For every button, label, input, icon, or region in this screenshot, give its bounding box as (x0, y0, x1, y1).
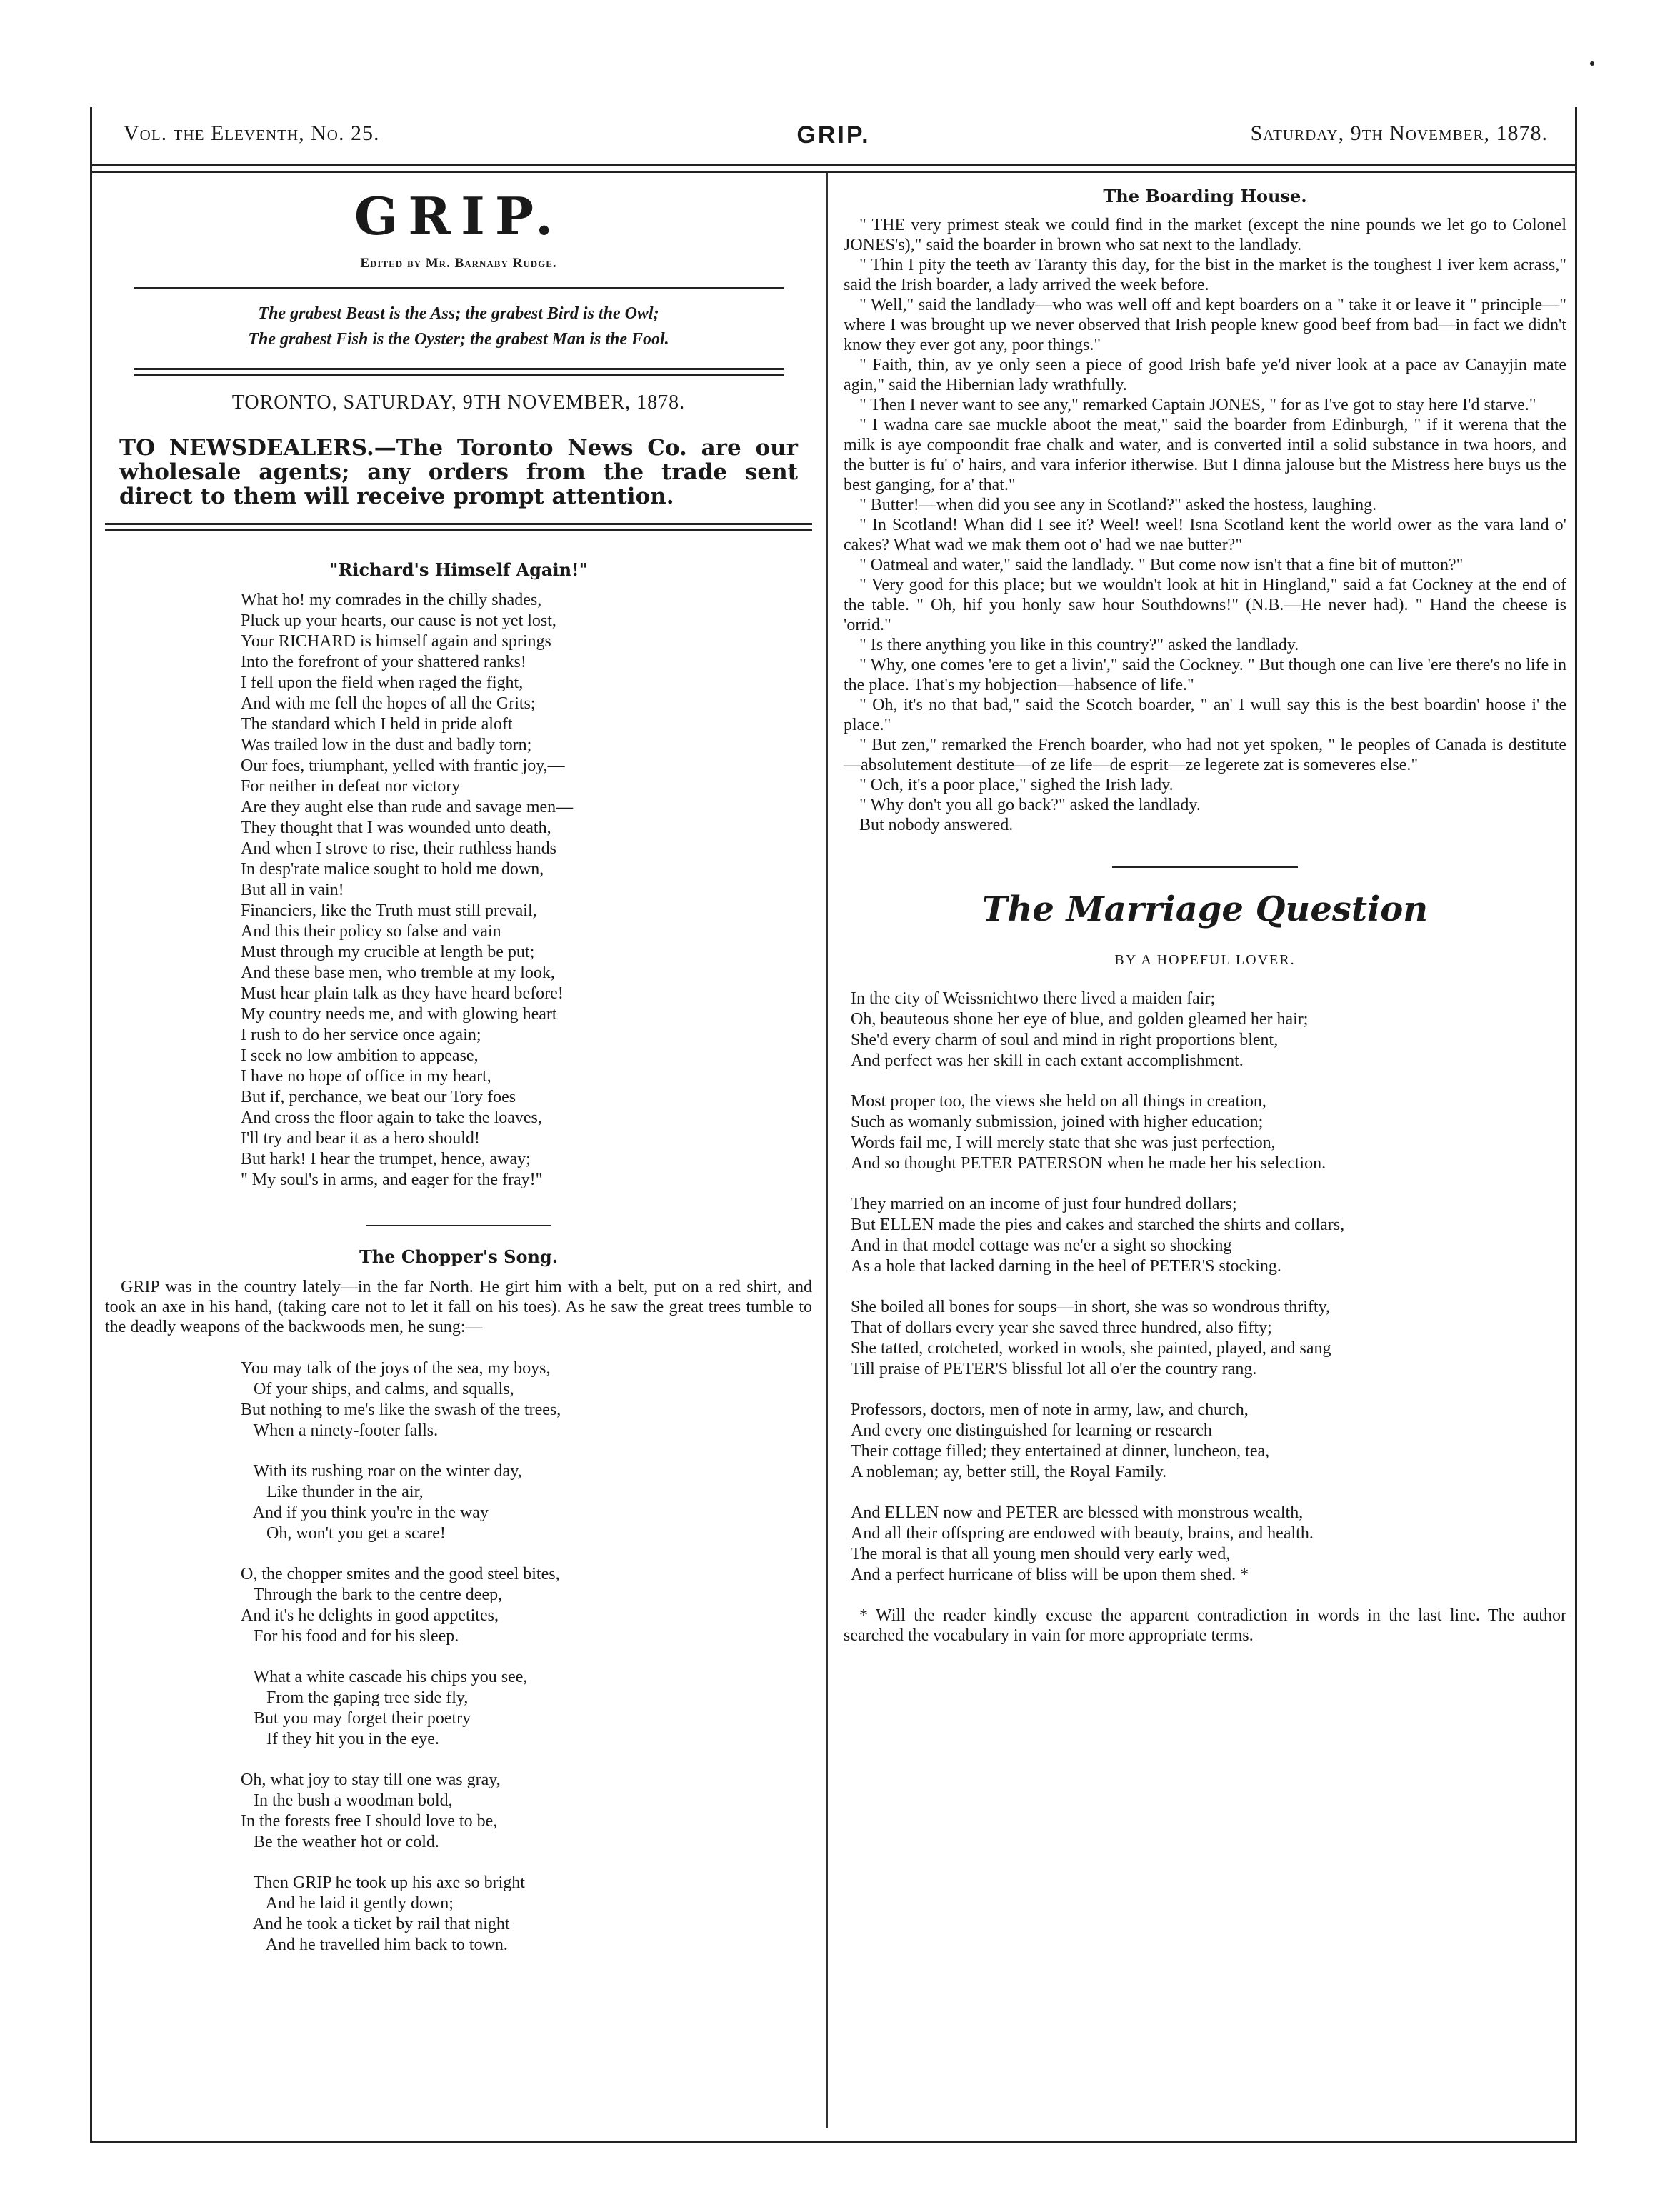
poem-line: The standard which I held in pride aloft (241, 715, 513, 734)
poem-line: And perfect was her skill in each extant accomplishment. (851, 1051, 1244, 1070)
poem-line: What a white cascade his chips you see, (241, 1668, 528, 1686)
poem-line: In the forests free I should love to be, (241, 1812, 498, 1831)
marriage-poem (851, 989, 1566, 1586)
poem-line: If they hit you in the eye. (241, 1730, 439, 1748)
poem-line: But all in vain! (241, 881, 344, 899)
masthead-editor: Edited by Mr. Barnaby Rudge. (360, 256, 557, 271)
poem-line: Such as womanly submission, joined with higher education; (851, 1113, 1264, 1131)
poem-line: And with me fell the hopes of all the Grits; (241, 694, 536, 713)
poem-line: The moral is that all young men should very early wed, (851, 1545, 1231, 1563)
story-paragraph: " Faith, thin, av ye only seen a piece of good Irish bafe ye'd niver look at a pace av Canayjin mate agin," said the Hibernian lady wrathfully. (844, 356, 1566, 394)
story-paragraph: " Thin I pity the teeth av Taranty this day, for the bist in the market is the toughest I iver kem acrass," said the Irish boarder, a lady arrived the week before. (844, 256, 1566, 294)
poem-line: Most proper too, the views she held on all things in creation, (851, 1092, 1266, 1111)
poem-line: That of dollars every year she saved three hundred, also fifty; (851, 1318, 1272, 1337)
stanza (851, 1503, 1566, 1586)
story-paragraph: " Why, one comes 'ere to get a livin'," said the Cockney. " But though one can live 'ere there's no life in the place. That's my hobjection—habsence of life." (844, 656, 1566, 694)
poem-line: And these base men, who tremble at my look, (241, 964, 555, 982)
poem-line: But if, perchance, we beat our Tory foes (241, 1088, 516, 1106)
footnote-text: * Will the reader kindly excuse the apparent contradiction in words in the last line. The author searched the vocabulary in vain for more appropriate terms. (844, 1606, 1566, 1645)
marriage-byline: BY A HOPEFUL LOVER. (1114, 952, 1296, 968)
poem-line: For neither in defeat nor victory (241, 777, 461, 796)
story-paragraph: " Is there anything you like in this country?" asked the landlady. (859, 636, 1299, 654)
poem-line: In desp'rate malice sought to hold me down, (241, 860, 544, 879)
poem-line: And if you think you're in the way (241, 1503, 489, 1522)
poem-line: And in that model cottage was ne'er a sight so shocking (851, 1236, 1232, 1255)
marriage-footnote (844, 1606, 1566, 1646)
stanza (851, 1091, 1566, 1174)
newspaper-page (90, 107, 1577, 2143)
story-paragraph: " Butter!—when did you see any in Scotland?" asked the hostess, laughing. (859, 496, 1377, 514)
poem-line: Are they aught else than rude and savage men— (241, 798, 574, 816)
header-underline (92, 171, 1575, 173)
marriage-rule (1112, 866, 1298, 868)
stanza (241, 1461, 812, 1544)
poem-line: Professors, doctors, men of note in army, law, and church, (851, 1401, 1249, 1419)
stanza (241, 1358, 812, 1441)
masthead-rule (134, 287, 784, 289)
poem-line: Must through my crucible at length be put; (241, 943, 535, 961)
poem-line: Into the forefront of your shattered ranks! (241, 653, 526, 671)
poem-line: She'd every charm of soul and mind in right proportions blent, (851, 1031, 1279, 1049)
poem-line: What ho! my comrades in the chilly shades, (241, 591, 542, 609)
poem-line: I fell upon the field when raged the fight, (241, 674, 524, 692)
story-paragraph: " In Scotland! Whan did I see it? Weel! weel! Isna Scotland kent the world ower as the vara land o' cakes? What wad we mak them oot o' had we nae butter?" (844, 516, 1566, 554)
boarding-story (844, 215, 1566, 835)
story-paragraph: " Och, it's a poor place," sighed the Irish lady. (859, 776, 1174, 794)
masthead-title: GRIP. (354, 186, 564, 246)
poem-line: They thought that I was wounded unto death, (241, 819, 551, 837)
stanza (851, 1297, 1566, 1380)
poem-line: She tatted, crotcheted, worked in wools, she painted, played, and sang (851, 1339, 1331, 1358)
poem-line: I seek no low ambition to appease, (241, 1046, 479, 1065)
poem-line: Our foes, triumphant, yelled with frantic joy,— (241, 756, 565, 775)
poem-line: And all their offspring are endowed with beauty, brains, and health. (851, 1524, 1314, 1543)
story-paragraph: " Oh, it's no that bad," said the Scotch boarder, " an' I wull say this is the best boardin' hoose i' the place." (844, 696, 1566, 734)
poem-line: O, the chopper smites and the good steel bites, (241, 1565, 560, 1583)
stanza (851, 989, 1566, 1071)
stanza (241, 1667, 812, 1750)
poem-line: And when I strove to rise, their ruthless hands (241, 839, 556, 858)
stanza (851, 1194, 1566, 1277)
header-title: GRIP. (796, 121, 871, 149)
poem-line: And he laid it gently down; (241, 1894, 454, 1913)
stanza (241, 1770, 812, 1853)
poem-line: And every one distinguished for learning or research (851, 1421, 1212, 1440)
poem-line: In the bush a woodman bold, (241, 1791, 453, 1810)
story-paragraph: But nobody answered. (859, 816, 1014, 834)
poem-line: Was trailed low in the dust and badly torn; (241, 736, 532, 754)
poem-line: I rush to do her service once again; (241, 1026, 481, 1044)
masthead-motto (105, 301, 812, 352)
newsdealers-notice: TO NEWSDEALERS.—The Toronto News Co. are our wholesale agents; any orders from the trade sent direct to them will receive prompt attention. (119, 435, 798, 509)
poem-line: Pluck up your hearts, our cause is not yet lost, (241, 611, 556, 630)
poem-line: Oh, what joy to stay till one was gray, (241, 1771, 501, 1789)
poem-line: As a hole that lacked darning in the heel of PETER'S stocking. (851, 1257, 1281, 1276)
poem-line: " My soul's in arms, and eager for the fray!" (241, 1171, 543, 1189)
richard-title: "Richard's Himself Again!" (329, 559, 589, 580)
left-column (105, 179, 812, 1976)
poem-line: Their cottage filled; they entertained at dinner, luncheon, tea, (851, 1442, 1270, 1461)
chopper-title: The Chopper's Song. (359, 1246, 559, 1267)
poem-line: I'll try and bear it as a hero should! (241, 1129, 480, 1148)
right-column (844, 179, 1566, 1646)
poem-line: My country needs me, and with glowing heart (241, 1005, 557, 1024)
column-divider (826, 173, 828, 2128)
dateline: TORONTO, SATURDAY, 9TH NOVEMBER, 1878. (231, 391, 686, 414)
story-paragraph: " I wadna care sae muckle aboot the meat," said the boarder from Edinburgh, " if it werena that the milk is aye compoondit frae chalk and water, and is converted intil a solid substance in twa hoors, and the butter is fu' o' hairs, and vara inferior itherwise. But I dinna jalouse but the Mistress here buys us the best ganging, for a' that." (844, 416, 1566, 494)
chopper-intro-text: GRIP was in the country lately—in the far North. He girt him with a belt, put on a red shirt, and took an axe in his hand, (taking care not to let it fall on his toes). As he saw the great trees tumble to the deadly weapons of the backwoods men, he sung:— (105, 1278, 812, 1336)
poem-line: And this their policy so false and vain (241, 922, 501, 941)
poem-line: From the gaping tree side fly, (241, 1688, 469, 1707)
poem-line: For his food and for his sleep. (241, 1627, 459, 1646)
poem-line: Of your ships, and calms, and squalls, (241, 1380, 514, 1398)
story-paragraph: " Well," said the landlady—who was well off and kept boarders on a " take it or leave it " principle—" where I was brought up we never observed that Irish people knew good beef from bad—in fact we didn't know they ever got any, poor things." (844, 296, 1566, 354)
volume-label: Vol. the Eleventh, No. 25. (124, 121, 380, 145)
poem-line: With its rushing roar on the winter day, (241, 1462, 522, 1481)
poem-line: I have no hope of office in my heart, (241, 1067, 491, 1086)
poem-line: But nothing to me's like the swash of the trees, (241, 1401, 561, 1419)
speck-dot (1590, 61, 1594, 66)
poem-line: Your RICHARD is himself again and springs (241, 632, 551, 651)
poem-line: Through the bark to the centre deep, (241, 1586, 503, 1604)
chopper-rule (366, 1225, 551, 1226)
poem-line: Must hear plain talk as they have heard before! (241, 984, 564, 1003)
poem-line: And so thought PETER PATERSON when he made her his selection. (851, 1154, 1326, 1173)
notice-rule (105, 523, 812, 525)
poem-line: And ELLEN now and PETER are blessed with monstrous wealth, (851, 1503, 1304, 1522)
poem-line: She boiled all bones for soups—in short, she was so wondrous thrifty, (851, 1298, 1331, 1316)
poem-line: But hark! I hear the trumpet, hence, away; (241, 1150, 531, 1168)
stanza (851, 1400, 1566, 1483)
chopper-poem (241, 1358, 812, 1956)
header-date: Saturday, 9th November, 1878. (1250, 121, 1548, 145)
poem-line: You may talk of the joys of the sea, my boys, (241, 1359, 551, 1378)
motto-rule (134, 368, 784, 370)
poem-line: And cross the floor again to take the loaves, (241, 1108, 542, 1127)
story-paragraph: " Oatmeal and water," said the landlady. " But come now isn't that a fine bit of mutton?" (859, 556, 1464, 574)
stanza (241, 1873, 812, 1956)
poem-line: And he travelled him back to town. (241, 1936, 508, 1954)
poem-line: Till praise of PETER'S blissful lot all o'er the country rang. (851, 1360, 1257, 1378)
richard-poem (241, 590, 812, 1191)
boarding-title: The Boarding House. (1103, 186, 1307, 206)
story-paragraph: " But zen," remarked the French boarder, who had not yet spoken, " le peoples of Canada is destitute—absolutement destitute—of ze life—de esprit—ze legerete zat is someveres else." (844, 736, 1566, 774)
story-paragraph: " Then I never want to see any," remarked Captain JONES, " for as I've got to stay here I'd starve." (859, 396, 1536, 414)
page-header (92, 107, 1575, 166)
poem-line: When a ninety-footer falls. (241, 1421, 439, 1440)
story-paragraph: " Very good for this place; but we wouldn't look at hit in Hingland," said a fat Cockney at the end of the table. " Oh, hif you honly saw hour Southdowns!" (N.B.—He never had). " Hand the cheese is 'orrid." (844, 576, 1566, 634)
poem-line: Like thunder in the air, (241, 1483, 424, 1501)
poem-line: But ELLEN made the pies and cakes and starched the shirts and collars, (851, 1216, 1345, 1234)
poem-line: And he took a ticket by rail that night (241, 1915, 510, 1933)
marriage-title: The Marriage Question (981, 889, 1429, 929)
motto-rule-2 (134, 374, 784, 376)
poem-line: A nobleman; ay, better still, the Royal Family. (851, 1463, 1167, 1481)
poem-line: Then GRIP he took up his axe so bright (241, 1873, 525, 1892)
poem-line: Words fail me, I will merely state that she was just perfection, (851, 1133, 1276, 1152)
page-bottom-rule (92, 2141, 1575, 2143)
story-paragraph: " THE very primest steak we could find in the market (except the nine pounds we let go to Colonel JONES's)," said the boarder in brown who sat next to the landlady. (844, 216, 1566, 254)
notice-rule-2 (105, 529, 812, 531)
poem-line: Financiers, like the Truth must still prevail, (241, 901, 537, 920)
poem-line: In the city of Weissnichtwo there lived a maiden fair; (851, 989, 1216, 1008)
stanza (241, 1564, 812, 1647)
story-paragraph: " Why don't you all go back?" asked the landlady. (859, 796, 1201, 814)
poem-line: And a perfect hurricane of bliss will be upon them shed. * (851, 1566, 1249, 1584)
poem-line: They married on an income of just four hundred dollars; (851, 1195, 1237, 1213)
poem-line: And it's he delights in good appetites, (241, 1606, 499, 1625)
chopper-intro (105, 1277, 812, 1337)
poem-line: But you may forget their poetry (241, 1709, 471, 1728)
poem-line: Oh, beauteous shone her eye of blue, and golden gleamed her hair; (851, 1010, 1309, 1029)
poem-line: Be the weather hot or cold. (241, 1833, 439, 1851)
motto-line-1: The grabest Beast is the Ass; the grabest Bird is the Owl; (258, 304, 659, 323)
poem-line: Oh, won't you get a scare! (241, 1524, 446, 1543)
motto-line-2: The grabest Fish is the Oyster; the grabest Man is the Fool. (248, 330, 669, 349)
